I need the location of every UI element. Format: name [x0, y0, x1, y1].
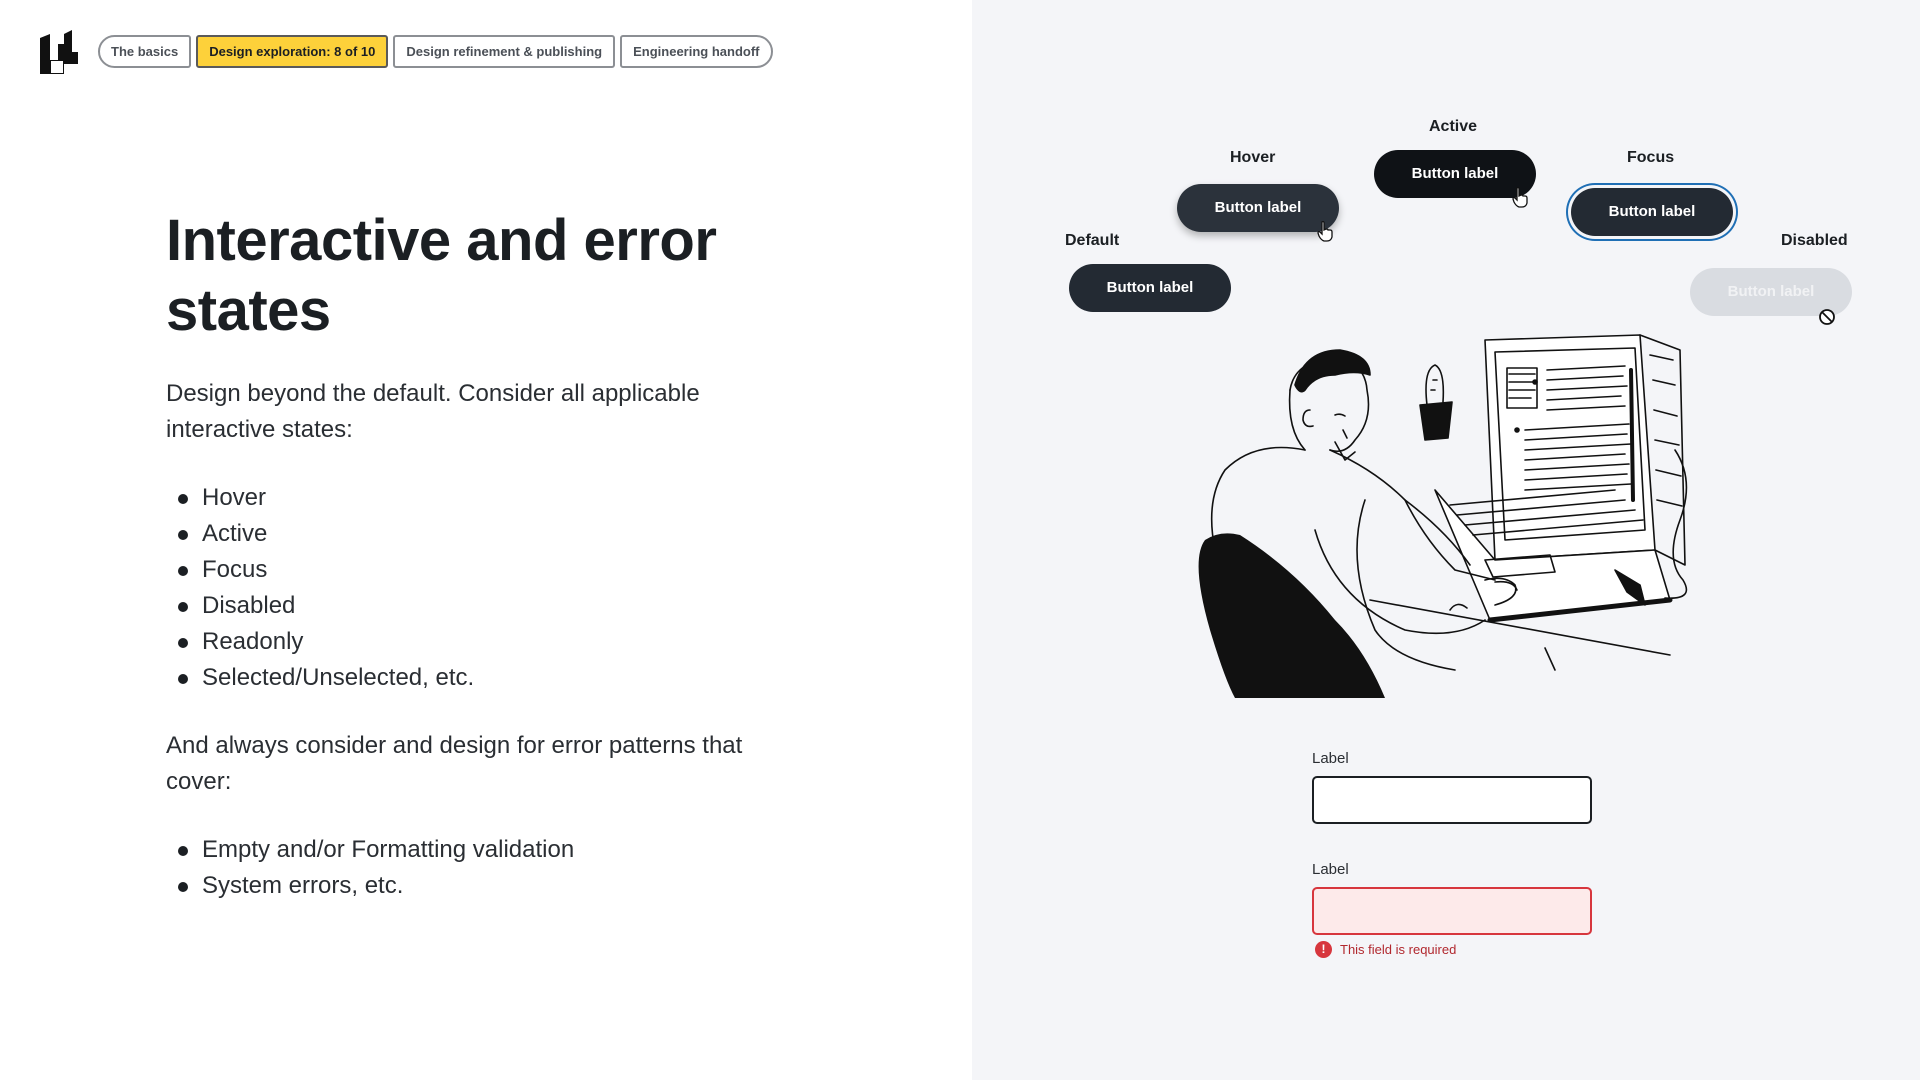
error-message: [1315, 941, 1456, 958]
active-button[interactable]: Button label: [1374, 150, 1536, 198]
error-patterns-list: [166, 832, 786, 904]
field-label: Label: [1312, 750, 1349, 767]
states-list: [166, 480, 786, 696]
list-item: Readonly: [166, 624, 786, 660]
hand-cursor-icon: [1316, 220, 1334, 242]
breadcrumb-item-basics[interactable]: The basics: [98, 35, 191, 68]
disabled-state-label: Disabled: [1781, 232, 1848, 249]
breadcrumb-item-design-exploration[interactable]: Design exploration: 8 of 10: [196, 35, 388, 68]
list-item: System errors, etc.: [166, 868, 786, 904]
focus-button[interactable]: Button label: [1571, 188, 1733, 236]
intro-text: Design beyond the default. Consider all applicable interactive states:: [166, 380, 700, 443]
not-allowed-cursor-icon: [1818, 308, 1836, 326]
list-item: Focus: [166, 552, 786, 588]
disabled-button: Button label: [1690, 268, 1852, 316]
list-item: Hover: [166, 480, 786, 516]
error-intro-text: And always consider and design for error patterns that cover:: [166, 732, 743, 795]
error-text-input[interactable]: [1312, 887, 1592, 935]
breadcrumb-item-engineering-handoff[interactable]: Engineering handoff: [620, 35, 772, 68]
list-item: Selected/Unselected, etc.: [166, 660, 786, 696]
hover-button[interactable]: Button label: [1177, 184, 1339, 232]
page-title: Interactive and error states: [166, 208, 717, 343]
error-message-text: This field is required: [1340, 942, 1457, 957]
default-state-label: Default: [1065, 232, 1120, 249]
breadcrumb-item-design-refinement[interactable]: Design refinement & publishing: [393, 35, 615, 68]
hover-state-label: Hover: [1230, 149, 1276, 166]
default-button[interactable]: Button label: [1069, 264, 1231, 312]
focus-state-label: Focus: [1627, 149, 1675, 166]
list-item: Disabled: [166, 588, 786, 624]
list-item: Empty and/or Formatting validation: [166, 832, 786, 868]
error-field-label: Label: [1312, 861, 1349, 878]
pointer-cursor-icon: [1511, 186, 1529, 208]
logo-icon[interactable]: [38, 30, 80, 74]
person-at-laptop-illustration: [1195, 330, 1715, 700]
active-state-label: Active: [1429, 118, 1478, 135]
error-icon: !: [1315, 941, 1332, 958]
breadcrumb: [98, 35, 773, 68]
list-item: Active: [166, 516, 786, 552]
text-input[interactable]: [1312, 776, 1592, 824]
